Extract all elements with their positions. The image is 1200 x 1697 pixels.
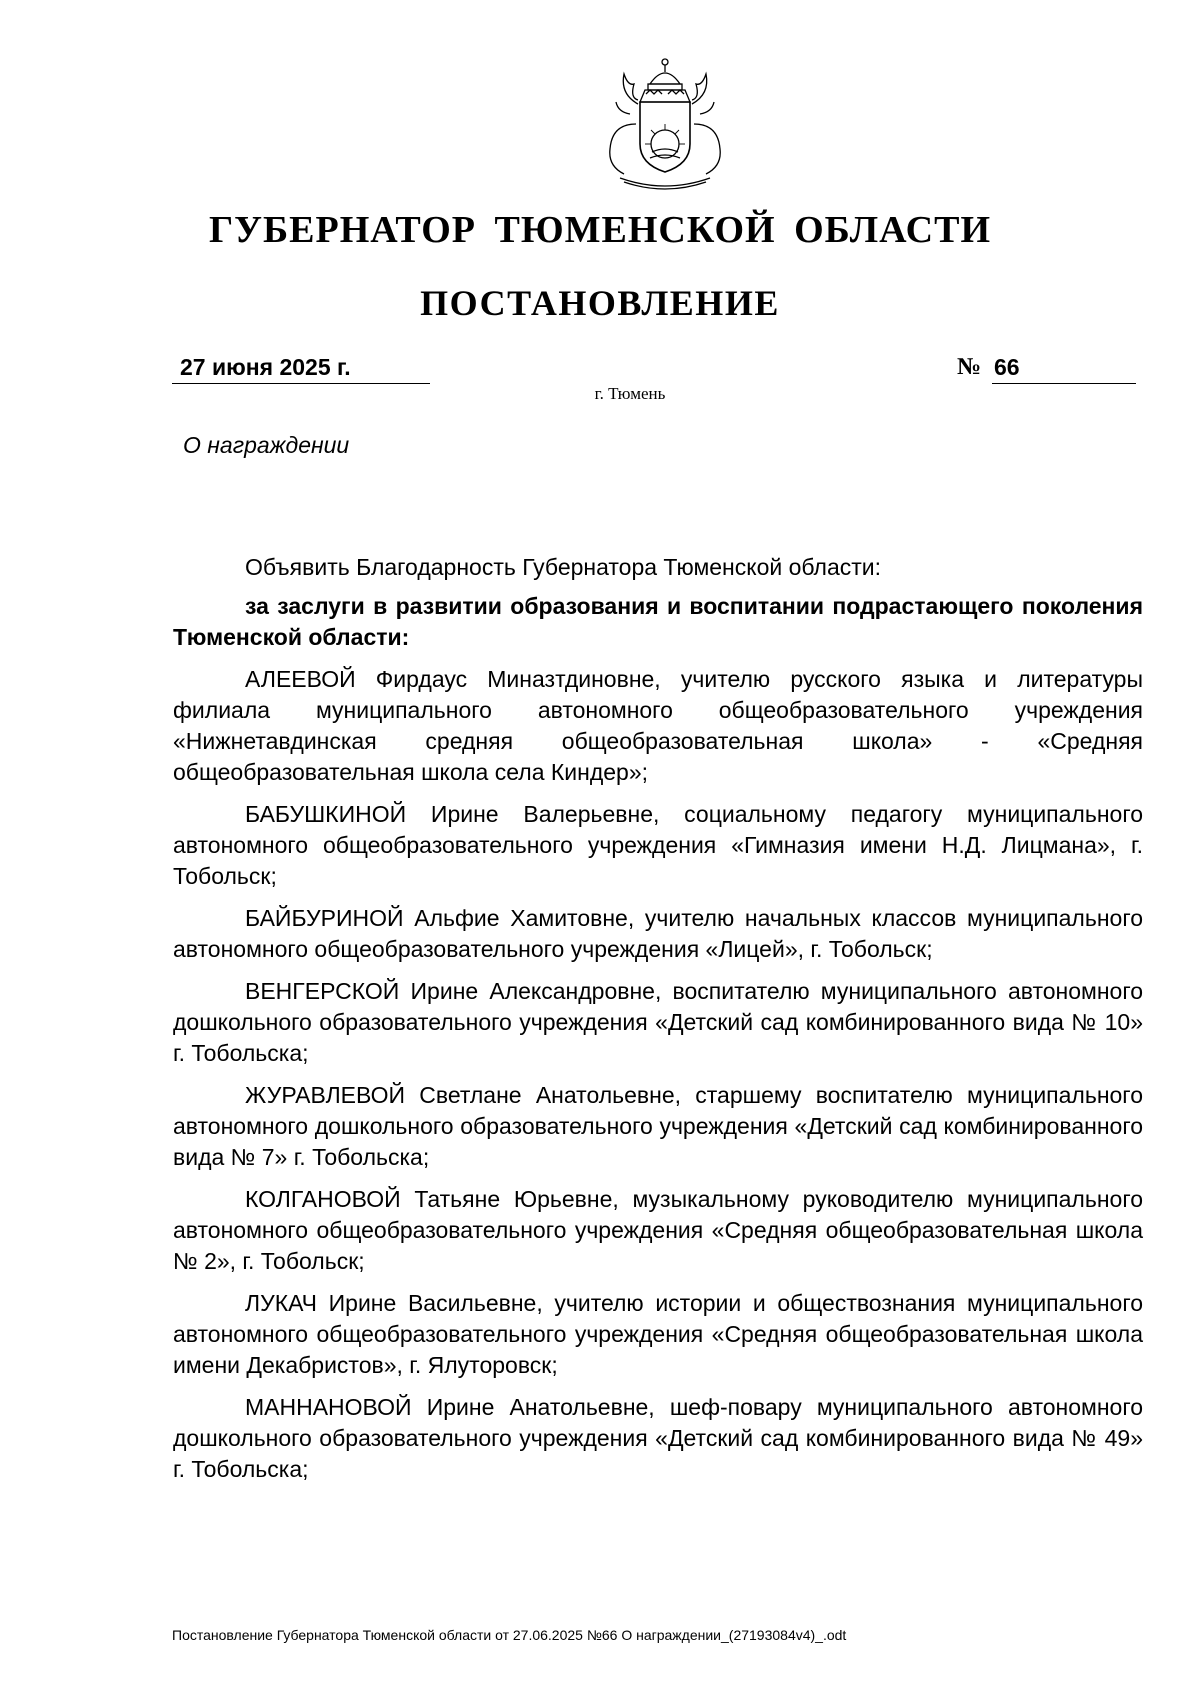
recipient-paragraph: ЛУКАЧ Ирине Васильевне, учителю истории и обществознания муниципального автономного общеобразовательного учреждения «Средняя общеобразовательная школа имени Декабристов», г. Ялуторовск; — [173, 1290, 1143, 1378]
document-body — [173, 552, 1143, 1496]
recipient-paragraph: ЖУРАВЛЕВОЙ Светлане Анатольевне, старшему воспитателю муниципального автономного дошкольного образовательного учреждения «Детский сад комбинированного вида № 7» г. Тобольска; — [173, 1082, 1143, 1170]
recipient-paragraph: МАННАНОВОЙ Ирине Анатольевне, шеф-повару муниципального автономного дошкольного образовательного учреждения «Детский сад комбинированного вида № 49» г. Тобольска; — [173, 1394, 1143, 1482]
recipient-paragraph: КОЛГАНОВОЙ Татьяне Юрьевне, музыкальному руководителю муниципального автономного общеобразовательного учреждения «Средняя общеобразовательная школа № 2», г. Тобольск; — [173, 1186, 1143, 1274]
recipient-paragraph: БАЙБУРИНОЙ Альфие Хамитовне, учителю начальных классов муниципального автономного общеобразовательного учреждения «Лицей», г. Тобольск; — [173, 905, 1143, 962]
document-subject: О награждении — [183, 432, 350, 458]
intro-paragraph: Объявить Благодарность Губернатора Тюменской области: — [245, 554, 882, 580]
document-type-title: ПОСТАНОВЛЕНИЕ — [420, 283, 780, 323]
document-number: 66 — [992, 350, 1136, 384]
footer-file-name: Постановление Губернатора Тюменской области от 27.06.2025 №66 О награждении_(27193084v4)_.odt — [172, 1627, 847, 1643]
reason-paragraph: за заслуги в развитии образования и воспитании подрастающего поколения Тюменской области: — [173, 593, 1143, 650]
recipient-paragraph: АЛЕЕВОЙ Фирдаус Миназтдиновне, учителю русского языка и литературы филиала муниципального автономного общеобразовательного учреждения «Нижнетавдинская средняя общеобразовательная школа» - «Средняя общеобразовательная школа села Киндер»; — [173, 666, 1143, 785]
recipient-paragraph: ВЕНГЕРСКОЙ Ирине Александровне, воспитателю муниципального автономного дошкольного образовательного учреждения «Детский сад комбинированного вида № 10» г. Тобольска; — [173, 978, 1143, 1066]
tyumen-region-coat-of-arms-icon — [590, 54, 740, 192]
document-city: г. Тюмень — [594, 384, 666, 403]
issuing-authority-title: ГУБЕРНАТОР ТЮМЕНСКОЙ ОБЛАСТИ — [208, 209, 992, 251]
document-date: 27 июня 2025 г. — [172, 350, 430, 384]
recipient-paragraph: БАБУШКИНОЙ Ирине Валерьевне, социальному педагогу муниципального автономного общеобразовательного учреждения «Гимназия имени Н.Д. Лицмана», г. Тобольск; — [173, 801, 1143, 889]
document-number-label: № — [957, 354, 982, 380]
